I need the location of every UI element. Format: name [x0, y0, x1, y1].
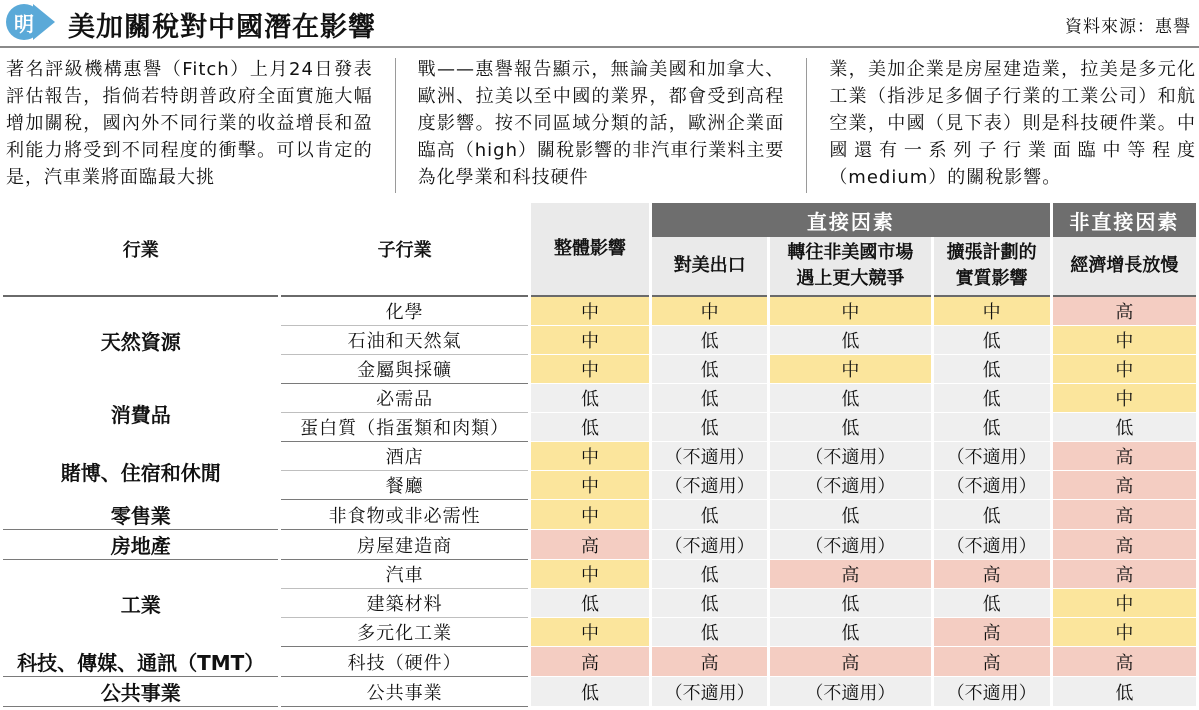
overall-impact-cell: 低 — [531, 589, 649, 618]
header-subindustry: 子行業 — [281, 203, 527, 297]
growth-cell: 高 — [1053, 471, 1196, 500]
competition-cell: 低 — [770, 589, 930, 618]
subindustry-cell: 公共事業 — [281, 677, 527, 707]
growth-cell: 低 — [1053, 677, 1196, 707]
table-body — [3, 297, 1196, 707]
overall-impact-cell: 中 — [531, 355, 649, 384]
logo-icon — [6, 4, 42, 40]
logo-char: 明 — [14, 11, 34, 36]
competition-cell: 中 — [770, 355, 930, 384]
expansion-cell: 中 — [934, 297, 1050, 326]
export-us-cell: 低 — [652, 355, 767, 384]
overall-impact-cell: 高 — [531, 530, 649, 560]
growth-cell: 高 — [1053, 560, 1196, 589]
table-row — [3, 297, 1196, 326]
expansion-cell: 低 — [934, 500, 1050, 530]
table-row — [3, 442, 1196, 471]
industry-cell: 工業 — [120, 593, 161, 617]
export-us-cell: 低 — [652, 560, 767, 589]
competition-cell: （不適用） — [770, 471, 930, 500]
subindustry-cell: 建築材料 — [281, 589, 527, 618]
header-overall: 整體影響 — [531, 203, 649, 297]
header-group-indirect: 非直接因素 — [1053, 203, 1196, 237]
export-us-cell: 高 — [652, 647, 767, 677]
subindustry-cell: 非食物或非必需性 — [281, 500, 527, 530]
export-us-cell: 低 — [652, 384, 767, 413]
subindustry-cell: 房屋建造商 — [281, 530, 527, 560]
export-us-cell: 低 — [652, 618, 767, 647]
overall-impact-cell: 中 — [531, 297, 649, 326]
overall-impact-cell: 低 — [531, 384, 649, 413]
export-us-cell: （不適用） — [652, 471, 767, 500]
header-divider — [0, 46, 1199, 48]
export-us-cell: 低 — [652, 413, 767, 442]
expansion-cell: 高 — [934, 618, 1050, 647]
export-us-cell: 中 — [652, 297, 767, 326]
industry-cell: 消費品 — [110, 402, 171, 427]
header-expansion-line1: 擴張計劃的 — [946, 242, 1037, 263]
competition-cell: 高 — [770, 560, 930, 589]
industry-cell: 科技、傳媒、通訊（TMT） — [3, 647, 278, 677]
subindustry-cell: 必需品 — [281, 384, 527, 413]
header-export-us: 對美出口 — [652, 237, 767, 297]
export-us-cell: 低 — [652, 326, 767, 355]
overall-impact-cell: 低 — [531, 413, 649, 442]
expansion-cell: 低 — [934, 413, 1050, 442]
table-row — [3, 677, 1196, 707]
subindustry-cell: 蛋白質（指蛋類和肉類） — [281, 413, 527, 442]
overall-impact-cell: 中 — [531, 560, 649, 589]
subindustry-cell: 酒店 — [281, 442, 527, 471]
overall-impact-cell: 中 — [531, 326, 649, 355]
column-divider — [395, 58, 396, 193]
expansion-cell: （不適用） — [934, 530, 1050, 560]
export-us-cell: （不適用） — [652, 442, 767, 471]
table-row — [3, 560, 1196, 589]
article-column-1: 著名評級機構惠譽（Fitch）上月24日發表評估報告，指倘若特朗普政府全面實施大幅增加關稅，國內外不同行業的收益增長和盈利能力將受到不同程度的衝擊。可以肯定的是，汽車業將面臨最大挑 — [6, 59, 373, 188]
growth-cell: 中 — [1053, 618, 1196, 647]
growth-cell: 高 — [1053, 297, 1196, 326]
subindustry-cell: 餐廳 — [281, 471, 527, 500]
industry-cell: 天然資源 — [100, 330, 181, 354]
competition-cell: 低 — [770, 500, 930, 530]
subindustry-cell: 科技（硬件） — [281, 647, 527, 677]
industry-cell: 房地產 — [3, 530, 278, 560]
header-growth: 經濟增長放慢 — [1053, 237, 1196, 297]
article-body — [6, 56, 1196, 196]
industry-cell: 零售業 — [3, 500, 278, 530]
expansion-cell: 高 — [934, 647, 1050, 677]
page-title: 美加關稅對中國潛在影響 — [68, 12, 376, 43]
export-us-cell: （不適用） — [652, 677, 767, 707]
header-competition-line2: 遇上更大競爭 — [796, 268, 905, 289]
header-industry: 行業 — [3, 203, 278, 297]
overall-impact-cell: 低 — [531, 677, 649, 707]
header-competition — [770, 237, 930, 297]
overall-impact-cell: 中 — [531, 618, 649, 647]
competition-cell: 低 — [770, 413, 930, 442]
article-column-2: 戰——惠譽報告顯示，無論美國和加拿大、歐洲、拉美以至中國的業界，都會受到高程度影響。按不同區域分類的話，歐洲企業面臨高（high）關稅影響的非汽車行業料主要為化學業和科技硬件 — [417, 59, 785, 188]
article-column-3: 業，美加企業是房屋建造業，拉美是多元化工業（指涉足多個子行業的工業公司）和航空業，中國（見下表）則是科技硬件業。中國還有一系列子行業面臨中等程度（medium）的關稅影響。 — [829, 59, 1197, 188]
growth-cell: 中 — [1053, 355, 1196, 384]
expansion-cell: 低 — [934, 384, 1050, 413]
expansion-cell: 低 — [934, 326, 1050, 355]
competition-cell: （不適用） — [770, 530, 930, 560]
subindustry-cell: 化學 — [281, 297, 527, 326]
tariff-impact-table — [0, 203, 1199, 707]
subindustry-cell: 汽車 — [281, 560, 527, 589]
competition-cell: （不適用） — [770, 442, 930, 471]
competition-cell: （不適用） — [770, 677, 930, 707]
expansion-cell: 低 — [934, 355, 1050, 384]
growth-cell: 中 — [1053, 384, 1196, 413]
overall-impact-cell: 中 — [531, 500, 649, 530]
growth-cell: 中 — [1053, 589, 1196, 618]
industry-cell: 公共事業 — [3, 677, 278, 707]
growth-cell: 高 — [1053, 530, 1196, 560]
header-expansion-line2: 實質影響 — [955, 268, 1028, 289]
table-row — [3, 647, 1196, 677]
export-us-cell: 低 — [652, 589, 767, 618]
competition-cell: 低 — [770, 384, 930, 413]
table-row — [3, 384, 1196, 413]
header-group-direct: 直接因素 — [652, 203, 1050, 237]
expansion-cell: 低 — [934, 589, 1050, 618]
header-competition-line1: 轉往非美國市場 — [787, 242, 914, 263]
expansion-cell: 高 — [934, 560, 1050, 589]
growth-cell: 高 — [1053, 442, 1196, 471]
column-divider — [806, 58, 807, 193]
overall-impact-cell: 中 — [531, 471, 649, 500]
source-note: 資料來源：惠譽 — [1065, 17, 1191, 37]
expansion-cell: （不適用） — [934, 471, 1050, 500]
growth-cell: 高 — [1053, 500, 1196, 530]
header-expansion — [934, 237, 1050, 297]
overall-impact-cell: 中 — [531, 442, 649, 471]
growth-cell: 低 — [1053, 413, 1196, 442]
subindustry-cell: 石油和天然氣 — [281, 326, 527, 355]
subindustry-cell: 金屬與採礦 — [281, 355, 527, 384]
export-us-cell: （不適用） — [652, 530, 767, 560]
subindustry-cell: 多元化工業 — [281, 618, 527, 647]
industry-cell: 賭博、住宿和休閒 — [60, 460, 221, 485]
expansion-cell: （不適用） — [934, 442, 1050, 471]
growth-cell: 中 — [1053, 326, 1196, 355]
competition-cell: 中 — [770, 297, 930, 326]
export-us-cell: 低 — [652, 500, 767, 530]
competition-cell: 低 — [770, 326, 930, 355]
table-row — [3, 500, 1196, 530]
header — [0, 0, 1199, 46]
competition-cell: 高 — [770, 647, 930, 677]
competition-cell: 低 — [770, 618, 930, 647]
growth-cell: 高 — [1053, 647, 1196, 677]
table-row — [3, 530, 1196, 560]
expansion-cell: （不適用） — [934, 677, 1050, 707]
overall-impact-cell: 高 — [531, 647, 649, 677]
